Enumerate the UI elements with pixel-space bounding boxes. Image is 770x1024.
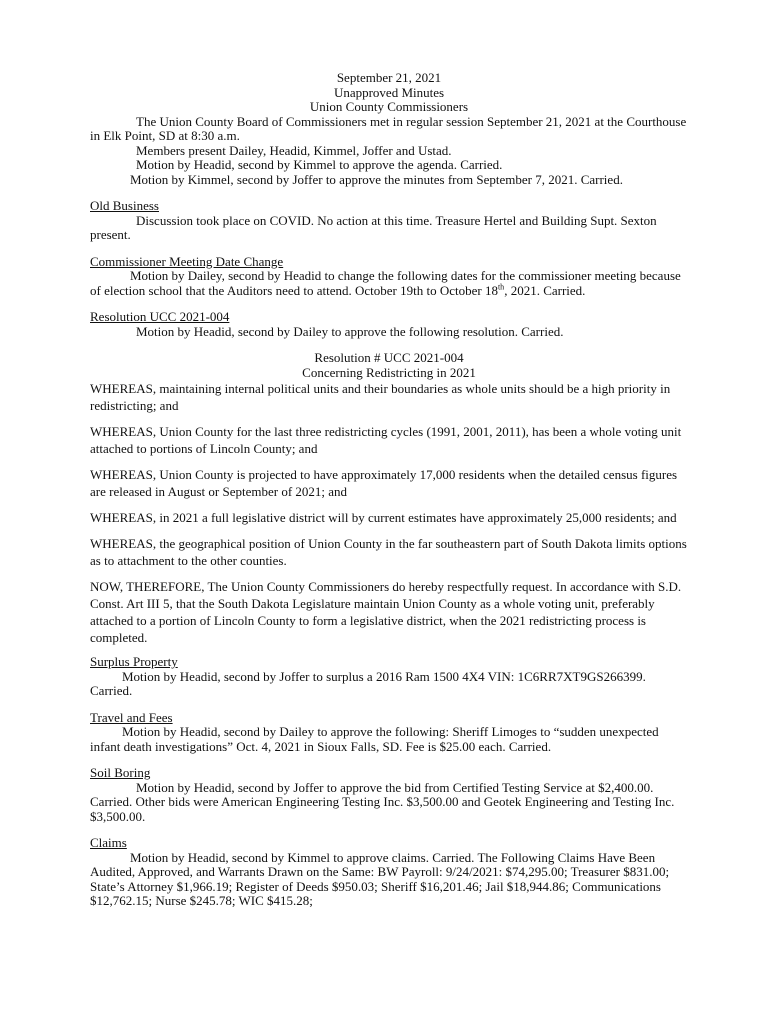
- section-heading: Commissioner Meeting Date Change: [90, 253, 284, 269]
- section-text: Motion by Headid, second by Dailey to approve the following resolution. Carried.: [136, 323, 564, 339]
- section-heading: Surplus Property: [90, 654, 178, 669]
- resolution-motion-section: [90, 310, 688, 339]
- minutes-status: Unapproved Minutes: [333, 84, 445, 100]
- minutes-motion: Motion by Kimmel, second by Joffer to approve the minutes from September 7, 2021. Carried.: [130, 171, 623, 187]
- section-text: Motion by Headid, second by Dailey to approve the following: Sheriff Limoges to “sudden unexpected infant death investigations” Oct. 4, 2021 in Sioux Falls, SD. Fee is $25.00 each. Carried.: [90, 724, 659, 754]
- meeting-date: September 21, 2021: [336, 70, 442, 85]
- surplus-section: [90, 655, 688, 699]
- members-present: Members present Dailey, Headid, Kimmel, Joffer and Ustad.: [136, 142, 452, 158]
- governing-body: Union County Commissioners: [309, 99, 469, 114]
- section-text: Motion by Headid, second by Joffer to approve the bid from Certified Testing Service at $2,400.00. Carried. Other bids were American Engineering Testing Inc. $3,500.00 and Geotek Engineering and Testing Inc. $3,500.00.: [90, 779, 675, 824]
- intro-section: [90, 115, 688, 188]
- resolution-text: [90, 351, 688, 646]
- section-text: Motion by Headid, second by Kimmel to approve claims. Carried. The Following Claims Have Been Audited, Approved, and Warrants Drawn on the Same: BW Payroll: 9/24/2021: $74,295.00; Treasurer $831.00; State’s Attorney $1,966.19; Register of Deeds $950.03; Sheriff $16,201.46; Jail $18,944.86; Communications $12,762.15; Nurse $245.78; WIC $415.28;: [90, 849, 670, 908]
- whereas-clause: WHEREAS, Union County is projected to have approximately 17,000 residents when the detailed census figures are released in August or September of 2021; and: [90, 467, 678, 499]
- section-heading: Travel and Fees: [90, 709, 173, 725]
- agenda-motion: Motion by Headid, second by Kimmel to approve the agenda. Carried.: [136, 157, 503, 172]
- section-heading: Claims: [90, 835, 127, 850]
- section-text: Discussion took place on COVID. No action at this time. Treasure Hertel and Building Supt. Sexton present.: [90, 212, 657, 242]
- travel-section: [90, 711, 688, 755]
- whereas-clause: WHEREAS, maintaining internal political units and their boundaries as whole units should be a high priority in redistricting; and: [90, 381, 671, 413]
- whereas-clause: WHEREAS, in 2021 a full legislative district will by current estimates have approximately 25,000 residents; and: [90, 510, 677, 525]
- resolution-title: Resolution # UCC 2021-004: [314, 350, 464, 365]
- section-text: Motion by Dailey, second by Headid to change the following dates for the commissioner meeting because of election school that the Auditors need to attend. October 19th to October 18th, 2021. Carried.: [90, 268, 681, 298]
- section-heading: Resolution UCC 2021-004: [90, 309, 230, 324]
- whereas-clause: WHEREAS, the geographical position of Union County in the far southeastern part of South Dakota limits options as to attachment to the other counties.: [90, 536, 687, 568]
- resolution-clause: NOW, THEREFORE, The Union County Commissioners do hereby respectfully request. In accordance with S.D. Const. Art III 5, that the South Dakota Legislature maintain Union County as a whole voting unit, preferably attached to a portion of Lincoln County to form a legislative district, when the 2021 redistricting process is completed.: [90, 579, 682, 645]
- document-header: [90, 71, 688, 115]
- whereas-clause: WHEREAS, Union County for the last three redistricting cycles (1991, 2001, 2011), has been a whole voting unit attached to portions of Lincoln County; and: [90, 424, 682, 456]
- session-paragraph: The Union County Board of Commissioners met in regular session September 21, 2021 at the Courthouse in Elk Point, SD at 8:30 a.m.: [90, 113, 687, 143]
- minutes-content: [90, 71, 688, 909]
- section-heading: Soil Boring: [90, 765, 151, 780]
- soil-boring-section: [90, 766, 688, 824]
- resolution-subtitle: Concerning Redistricting in 2021: [302, 364, 476, 380]
- old-business-section: [90, 199, 688, 243]
- claims-section: [90, 836, 688, 909]
- section-heading: Old Business: [90, 198, 159, 213]
- section-text: Motion by Headid, second by Joffer to surplus a 2016 Ram 1500 4X4 VIN: 1C6RR7XT9GS266399. Carried.: [90, 668, 646, 698]
- meeting-date-change-section: [90, 255, 688, 299]
